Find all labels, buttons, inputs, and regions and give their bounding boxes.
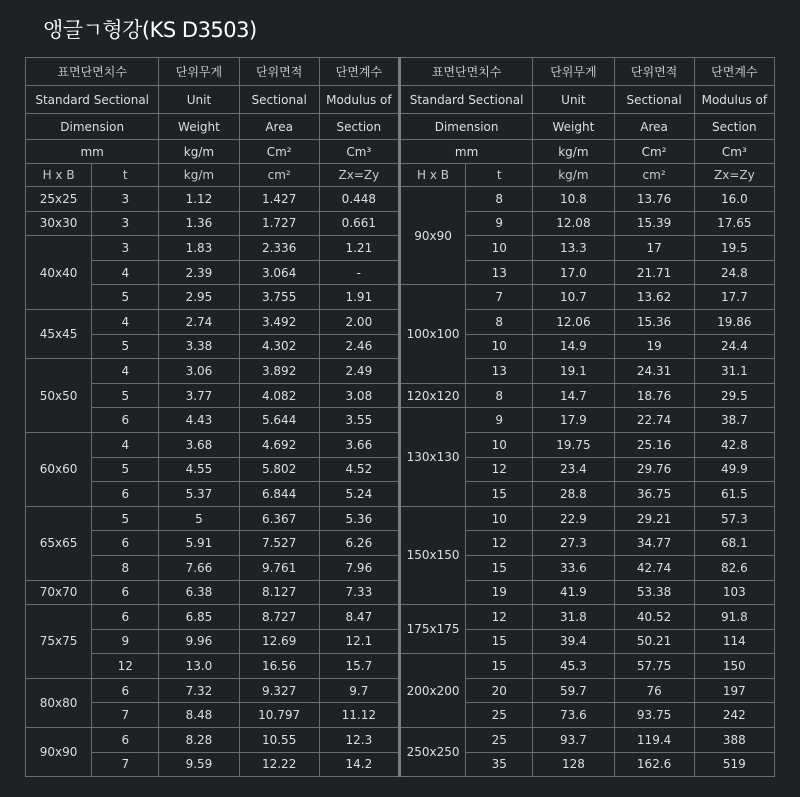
area-cell: 18.76 [614, 383, 694, 408]
area-cell: 10.55 [239, 728, 319, 753]
size-cell: 50x50 [26, 359, 92, 433]
modulus-cell: 57.3 [694, 506, 774, 531]
thickness-cell: 6 [92, 482, 159, 507]
area-cell: 12.69 [239, 629, 319, 654]
modulus-cell: 150 [694, 654, 774, 679]
modulus-cell: 242 [694, 703, 774, 728]
header-unit-cm2: Cm² [614, 140, 694, 164]
table-row [26, 187, 775, 212]
weight-cell: 12.08 [533, 211, 614, 236]
area-cell: 22.74 [614, 408, 694, 433]
weight-cell: 39.4 [533, 629, 614, 654]
thickness-cell: 7 [92, 752, 159, 777]
area-cell: 119.4 [614, 728, 694, 753]
header-row-units [26, 140, 775, 164]
modulus-cell: 4.52 [319, 457, 399, 482]
area-cell: 29.21 [614, 506, 694, 531]
modulus-cell: 5.36 [319, 506, 399, 531]
weight-cell: 3.38 [159, 334, 239, 359]
size-cell: 60x60 [26, 432, 92, 506]
size-cell: 25x25 [26, 187, 92, 212]
thickness-cell: 3 [92, 187, 159, 212]
weight-cell: 93.7 [533, 728, 614, 753]
header-unit-kgm: kg/m [533, 140, 614, 164]
area-cell: 8.127 [239, 580, 319, 605]
weight-cell: 33.6 [533, 555, 614, 580]
table-row [26, 728, 775, 753]
area-cell: 24.31 [614, 359, 694, 384]
modulus-cell: 2.00 [319, 309, 399, 334]
modulus-cell: 103 [694, 580, 774, 605]
size-cell: 30x30 [26, 211, 92, 236]
modulus-cell: 11.12 [319, 703, 399, 728]
thickness-cell: 7 [92, 703, 159, 728]
weight-cell: 17.0 [533, 260, 614, 285]
header-unit-mm: mm [26, 140, 159, 164]
subheader-kgm: kg/m [159, 164, 239, 187]
thickness-cell: 5 [92, 457, 159, 482]
subheader-zxzy: Zx=Zy [319, 164, 399, 187]
thickness-cell: 3 [92, 211, 159, 236]
modulus-cell: 1.91 [319, 285, 399, 310]
modulus-cell: 8.47 [319, 605, 399, 630]
modulus-cell: 61.5 [694, 482, 774, 507]
header-modulus-en-2: Section [694, 114, 774, 140]
weight-cell: 17.9 [533, 408, 614, 433]
area-cell: 15.39 [614, 211, 694, 236]
modulus-cell: 12.3 [319, 728, 399, 753]
area-cell: 4.082 [239, 383, 319, 408]
weight-cell: 3.06 [159, 359, 239, 384]
header-modulus-kr: 단면계수 [694, 58, 774, 86]
weight-cell: 14.9 [533, 334, 614, 359]
table-row [26, 285, 775, 310]
header-unit-mm: mm [399, 140, 532, 164]
area-cell: 17 [614, 236, 694, 261]
weight-cell: 8.28 [159, 728, 239, 753]
header-dimension-kr: 표면단면치수 [26, 58, 159, 86]
thickness-cell: 25 [466, 728, 533, 753]
weight-cell: 5.91 [159, 531, 239, 556]
area-cell: 16.56 [239, 654, 319, 679]
area-cell: 42.74 [614, 555, 694, 580]
weight-cell: 1.36 [159, 211, 239, 236]
thickness-cell: 12 [466, 457, 533, 482]
header-area-kr: 단위면적 [614, 58, 694, 86]
thickness-cell: 12 [466, 531, 533, 556]
size-cell: 65x65 [26, 506, 92, 580]
subheader-zxzy: Zx=Zy [694, 164, 774, 187]
modulus-cell: 38.7 [694, 408, 774, 433]
weight-cell: 3.77 [159, 383, 239, 408]
modulus-cell: 29.5 [694, 383, 774, 408]
thickness-cell: 4 [92, 260, 159, 285]
area-cell: 25.16 [614, 432, 694, 457]
header-dimension-en-2: Dimension [399, 114, 532, 140]
weight-cell: 10.8 [533, 187, 614, 212]
weight-cell: 4.43 [159, 408, 239, 433]
thickness-cell: 13 [466, 359, 533, 384]
thickness-cell: 6 [92, 728, 159, 753]
weight-cell: 5 [159, 506, 239, 531]
table-row [26, 408, 775, 433]
header-dimension-kr: 표면단면치수 [399, 58, 532, 86]
header-weight-kr: 단위무게 [533, 58, 614, 86]
weight-cell: 5.37 [159, 482, 239, 507]
weight-cell: 22.9 [533, 506, 614, 531]
subheader-cm2: cm² [614, 164, 694, 187]
subheader-hxb: H x B [26, 164, 92, 187]
thickness-cell: 6 [92, 408, 159, 433]
modulus-cell: 7.96 [319, 555, 399, 580]
weight-cell: 9.96 [159, 629, 239, 654]
modulus-cell: - [319, 260, 399, 285]
modulus-cell: 42.8 [694, 432, 774, 457]
thickness-cell: 6 [92, 605, 159, 630]
area-cell: 9.327 [239, 678, 319, 703]
thickness-cell: 6 [92, 678, 159, 703]
size-cell: 45x45 [26, 309, 92, 358]
header-modulus-kr: 단면계수 [319, 58, 399, 86]
thickness-cell: 10 [466, 236, 533, 261]
thickness-cell: 15 [466, 654, 533, 679]
modulus-cell: 9.7 [319, 678, 399, 703]
area-cell: 50.21 [614, 629, 694, 654]
modulus-cell: 82.6 [694, 555, 774, 580]
area-cell: 3.492 [239, 309, 319, 334]
area-cell: 1.727 [239, 211, 319, 236]
area-cell: 12.22 [239, 752, 319, 777]
header-row-subcolumns [26, 164, 775, 187]
area-cell: 57.75 [614, 654, 694, 679]
area-cell: 5.644 [239, 408, 319, 433]
area-cell: 6.367 [239, 506, 319, 531]
weight-cell: 13.3 [533, 236, 614, 261]
modulus-cell: 17.65 [694, 211, 774, 236]
area-cell: 3.892 [239, 359, 319, 384]
subheader-hxb: H x B [399, 164, 465, 187]
weight-cell: 28.8 [533, 482, 614, 507]
area-cell: 13.62 [614, 285, 694, 310]
thickness-cell: 8 [92, 555, 159, 580]
modulus-cell: 12.1 [319, 629, 399, 654]
thickness-cell: 4 [92, 432, 159, 457]
modulus-cell: 2.46 [319, 334, 399, 359]
thickness-cell: 5 [92, 285, 159, 310]
thickness-cell: 9 [466, 211, 533, 236]
thickness-cell: 10 [466, 432, 533, 457]
thickness-cell: 25 [466, 703, 533, 728]
modulus-cell: 519 [694, 752, 774, 777]
header-weight-en: Unit [533, 86, 614, 114]
modulus-cell: 0.661 [319, 211, 399, 236]
weight-cell: 128 [533, 752, 614, 777]
weight-cell: 59.7 [533, 678, 614, 703]
modulus-cell: 3.08 [319, 383, 399, 408]
modulus-cell: 16.0 [694, 187, 774, 212]
weight-cell: 23.4 [533, 457, 614, 482]
thickness-cell: 20 [466, 678, 533, 703]
modulus-cell: 3.66 [319, 432, 399, 457]
modulus-cell: 15.7 [319, 654, 399, 679]
area-cell: 3.755 [239, 285, 319, 310]
area-cell: 4.302 [239, 334, 319, 359]
header-weight-en-2: Weight [533, 114, 614, 140]
weight-cell: 6.38 [159, 580, 239, 605]
header-area-en: Sectional [239, 86, 319, 114]
thickness-cell: 8 [466, 187, 533, 212]
weight-cell: 73.6 [533, 703, 614, 728]
table-row [26, 506, 775, 531]
header-area-en-2: Area [614, 114, 694, 140]
area-cell: 4.692 [239, 432, 319, 457]
modulus-cell: 91.8 [694, 605, 774, 630]
weight-cell: 7.32 [159, 678, 239, 703]
modulus-cell: 114 [694, 629, 774, 654]
header-unit-kgm: kg/m [159, 140, 239, 164]
header-weight-en-2: Weight [159, 114, 239, 140]
thickness-cell: 19 [466, 580, 533, 605]
size-cell: 75x75 [26, 605, 92, 679]
modulus-cell: 31.1 [694, 359, 774, 384]
modulus-cell: 1.21 [319, 236, 399, 261]
modulus-cell: 5.24 [319, 482, 399, 507]
modulus-cell: 68.1 [694, 531, 774, 556]
header-dimension-en: Standard Sectional [26, 86, 159, 114]
area-cell: 76 [614, 678, 694, 703]
subheader-t: t [466, 164, 533, 187]
header-area-en-2: Area [239, 114, 319, 140]
area-cell: 2.336 [239, 236, 319, 261]
thickness-cell: 10 [466, 506, 533, 531]
weight-cell: 2.95 [159, 285, 239, 310]
thickness-cell: 9 [466, 408, 533, 433]
weight-cell: 31.8 [533, 605, 614, 630]
page-title: 앵글ㄱ형강(KS D3503) [43, 18, 257, 42]
area-cell: 10.797 [239, 703, 319, 728]
header-modulus-en: Modulus of [319, 86, 399, 114]
thickness-cell: 10 [466, 334, 533, 359]
area-cell: 15.36 [614, 309, 694, 334]
thickness-cell: 15 [466, 555, 533, 580]
subheader-cm2: cm² [239, 164, 319, 187]
size-cell: 70x70 [26, 580, 92, 605]
area-cell: 5.802 [239, 457, 319, 482]
weight-cell: 12.06 [533, 309, 614, 334]
thickness-cell: 5 [92, 383, 159, 408]
thickness-cell: 8 [466, 383, 533, 408]
weight-cell: 1.12 [159, 187, 239, 212]
thickness-cell: 7 [466, 285, 533, 310]
header-unit-cm2: Cm² [239, 140, 319, 164]
area-cell: 13.76 [614, 187, 694, 212]
thickness-cell: 35 [466, 752, 533, 777]
thickness-cell: 15 [466, 482, 533, 507]
weight-cell: 27.3 [533, 531, 614, 556]
modulus-cell: 14.2 [319, 752, 399, 777]
header-dimension-en: Standard Sectional [399, 86, 532, 114]
modulus-cell: 3.55 [319, 408, 399, 433]
header-row-korean [26, 58, 775, 86]
area-cell: 3.064 [239, 260, 319, 285]
size-cell: 100x100 [399, 285, 465, 383]
table-row [26, 383, 775, 408]
subheader-kgm: kg/m [533, 164, 614, 187]
header-dimension-en-2: Dimension [26, 114, 159, 140]
thickness-cell: 13 [466, 260, 533, 285]
header-row-english-2 [26, 114, 775, 140]
thickness-cell: 12 [92, 654, 159, 679]
size-cell: 250x250 [399, 728, 465, 777]
size-cell: 90x90 [399, 187, 465, 285]
header-modulus-en: Modulus of [694, 86, 774, 114]
weight-cell: 6.85 [159, 605, 239, 630]
thickness-cell: 4 [92, 309, 159, 334]
thickness-cell: 8 [466, 309, 533, 334]
thickness-cell: 5 [92, 506, 159, 531]
thickness-cell: 6 [92, 580, 159, 605]
modulus-cell: 388 [694, 728, 774, 753]
weight-cell: 19.75 [533, 432, 614, 457]
modulus-cell: 24.8 [694, 260, 774, 285]
size-cell: 80x80 [26, 678, 92, 727]
header-weight-kr: 단위무게 [159, 58, 239, 86]
area-cell: 8.727 [239, 605, 319, 630]
area-cell: 29.76 [614, 457, 694, 482]
subheader-t: t [92, 164, 159, 187]
weight-cell: 13.0 [159, 654, 239, 679]
area-cell: 6.844 [239, 482, 319, 507]
weight-cell: 2.74 [159, 309, 239, 334]
table-row [26, 605, 775, 630]
weight-cell: 45.3 [533, 654, 614, 679]
size-cell: 175x175 [399, 605, 465, 654]
modulus-cell: 2.49 [319, 359, 399, 384]
thickness-cell: 5 [92, 334, 159, 359]
header-weight-en: Unit [159, 86, 239, 114]
thickness-cell: 9 [92, 629, 159, 654]
weight-cell: 8.48 [159, 703, 239, 728]
area-cell: 1.427 [239, 187, 319, 212]
modulus-cell: 49.9 [694, 457, 774, 482]
weight-cell: 19.1 [533, 359, 614, 384]
area-cell: 34.77 [614, 531, 694, 556]
area-cell: 40.52 [614, 605, 694, 630]
header-unit-cm3: Cm³ [694, 140, 774, 164]
weight-cell: 2.39 [159, 260, 239, 285]
modulus-cell: 0.448 [319, 187, 399, 212]
thickness-cell: 3 [92, 236, 159, 261]
header-unit-cm3: Cm³ [319, 140, 399, 164]
area-cell: 53.38 [614, 580, 694, 605]
weight-cell: 1.83 [159, 236, 239, 261]
modulus-cell: 19.86 [694, 309, 774, 334]
modulus-cell: 17.7 [694, 285, 774, 310]
size-cell: 120x120 [399, 383, 465, 408]
weight-cell: 4.55 [159, 457, 239, 482]
area-cell: 162.6 [614, 752, 694, 777]
header-row-english-1 [26, 86, 775, 114]
modulus-cell: 6.26 [319, 531, 399, 556]
weight-cell: 9.59 [159, 752, 239, 777]
size-cell: 130x130 [399, 408, 465, 506]
modulus-cell: 7.33 [319, 580, 399, 605]
thickness-cell: 6 [92, 531, 159, 556]
area-cell: 7.527 [239, 531, 319, 556]
size-cell: 90x90 [26, 728, 92, 777]
header-area-en: Sectional [614, 86, 694, 114]
size-cell: 150x150 [399, 506, 465, 604]
header-area-kr: 단위면적 [239, 58, 319, 86]
weight-cell: 14.7 [533, 383, 614, 408]
angle-spec-table-wrapper [25, 57, 775, 777]
weight-cell: 7.66 [159, 555, 239, 580]
weight-cell: 3.68 [159, 432, 239, 457]
weight-cell: 41.9 [533, 580, 614, 605]
thickness-cell: 15 [466, 629, 533, 654]
size-cell: 200x200 [399, 654, 465, 728]
weight-cell: 10.7 [533, 285, 614, 310]
modulus-cell: 24.4 [694, 334, 774, 359]
thickness-cell: 12 [466, 605, 533, 630]
area-cell: 19 [614, 334, 694, 359]
thickness-cell: 4 [92, 359, 159, 384]
area-cell: 36.75 [614, 482, 694, 507]
area-cell: 9.761 [239, 555, 319, 580]
table-row [26, 654, 775, 679]
area-cell: 21.71 [614, 260, 694, 285]
modulus-cell: 19.5 [694, 236, 774, 261]
area-cell: 93.75 [614, 703, 694, 728]
size-cell: 40x40 [26, 236, 92, 310]
angle-spec-table [25, 57, 775, 777]
modulus-cell: 197 [694, 678, 774, 703]
header-modulus-en-2: Section [319, 114, 399, 140]
